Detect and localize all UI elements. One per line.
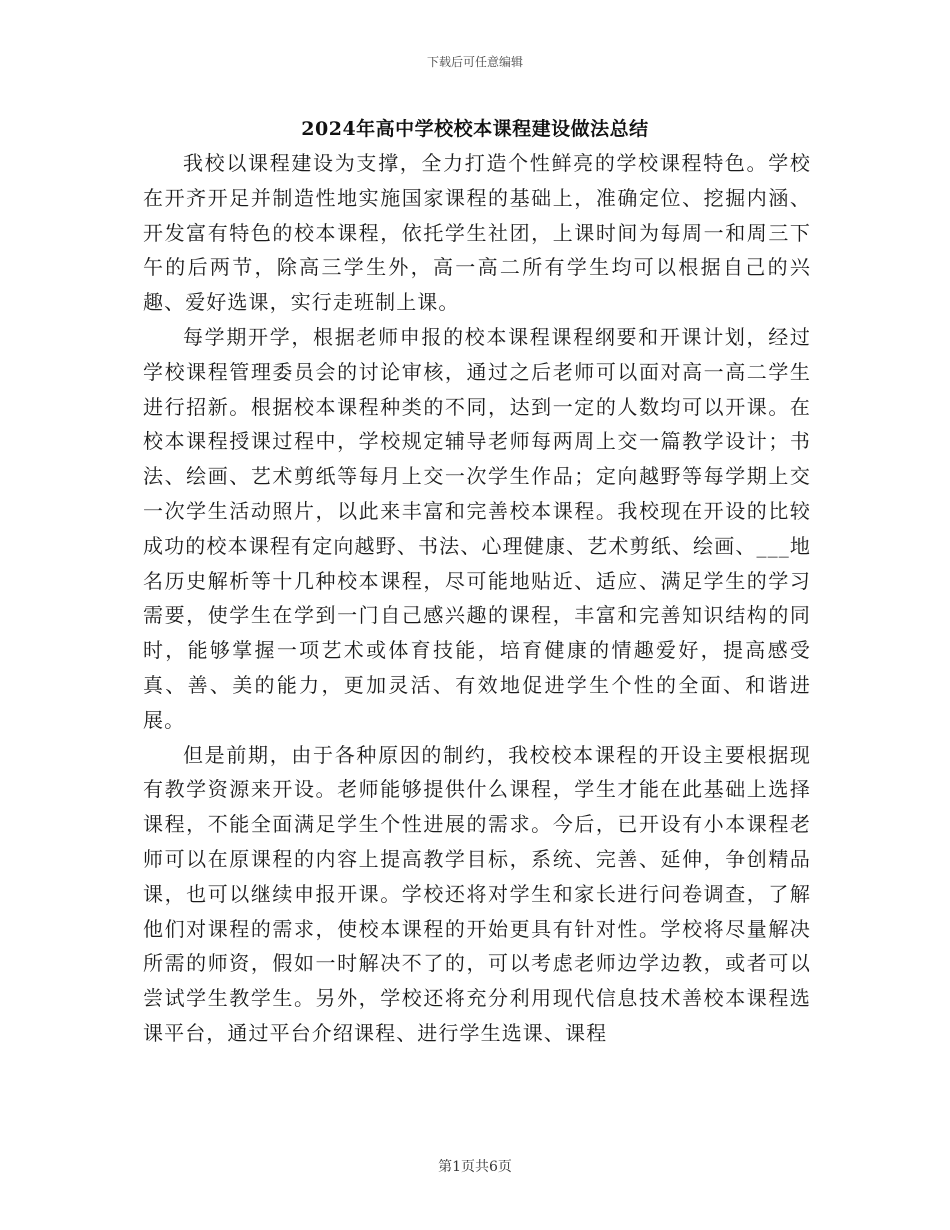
document-title: 2024年高中学校校本课程建设做法总结 (301, 118, 649, 140)
paragraph-1: 我校以课程建设为支撑，全力打造个性鲜亮的学校课程特色。学校在开齐开足并制造性地实施国家课程的基础上，准确定位、挖掘内涵、开发富有特色的校本课程，依托学生社团，上课时间为每周一和周三下午的后两节，除高三学生外，高一高二所有学生均可以根据自己的兴趣、爱好选课，实行走班制上课。 (143, 151, 811, 315)
paragraph-2: 每学期开学，根据老师申报的校本课程课程纲要和开课计划，经过学校课程管理委员会的讨论审核，通过之后老师可以面对高一高二学生进行招新。根据校本课程种类的不同，达到一定的人数均可以开课。在校本课程授课过程中，学校规定辅导老师每两周上交一篇教学设计；书法、绘画、艺术剪纸等每月上交一次学生作品；定向越野等每学期上交一次学生活动照片，以此来丰富和完善校本课程。我校现在开设的比较成功的校本课程有定向越野、书法、心理健康、艺术剪纸、绘画、___地名历史解析等十几种校本课程，尽可能地贴近、适应、满足学生的学习需要，使学生在学到一门自己感兴趣的课程，丰富和完善知识结构的同时，能够掌握一项艺术或体育技能，培育健康的情趣爱好，提高感受真、善、美的能力，更加灵活、有效地促进学生个性的全面、和谐进展。 (143, 324, 811, 732)
page-header-note: 下载后可任意编辑 (426, 55, 523, 69)
document-body (143, 146, 811, 1051)
paragraph-3: 但是前期，由于各种原因的制约，我校校本课程的开设主要根据现有教学资源来开设。老师能够提供什么课程，学生才能在此基础上选择课程，不能全面满足学生个性进展的需求。今后，已开设有小本课程老师可以在原课程的内容上提高教学目标，系统、完善、延伸，争创精品课，也可以继续申报开课。学校还将对学生和家长进行问卷调查，了解他们对课程的需求，使校本课程的开始更具有针对性。学校将尽量解决所需的师资，假如一时解决不了的，可以考虑老师边学边教，或者可以尝试学生教学生。另外，学校还将充分利用现代信息技术善校本课程选课平台，通过平台介绍课程、进行学生选课、课程 (143, 742, 811, 1045)
page-number: 第1页共6页 (438, 1159, 512, 1175)
